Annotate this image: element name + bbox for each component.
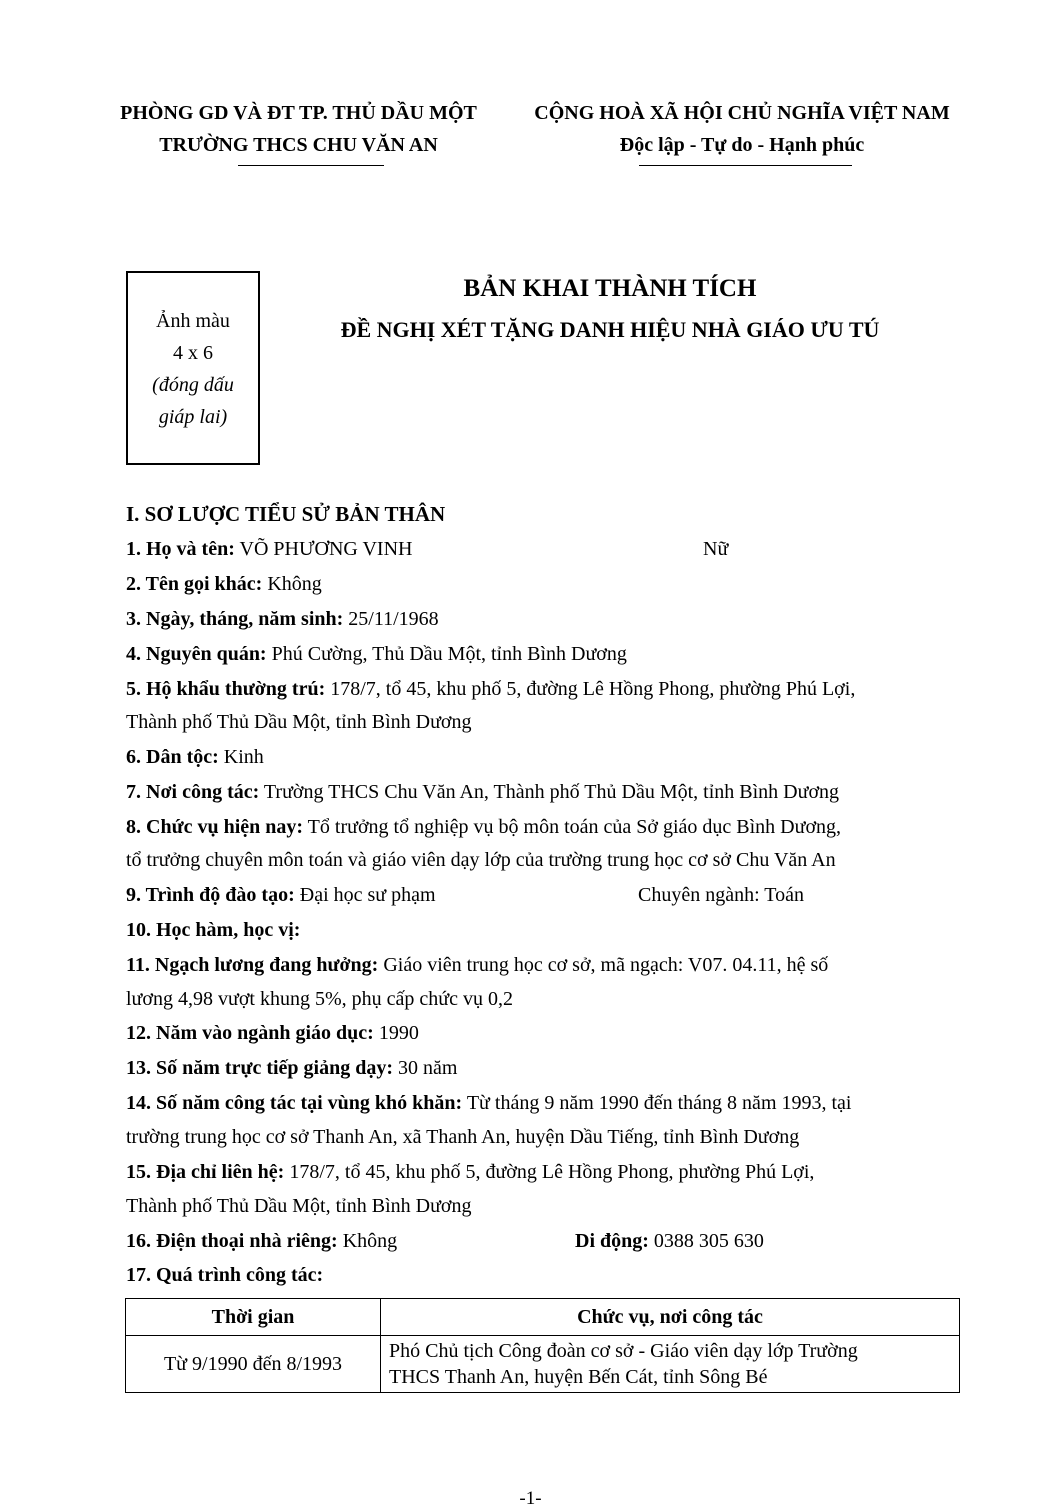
field-value: Phú Cường, Thủ Dầu Một, tỉnh Bình Dương — [266, 643, 627, 665]
field-label: 1. Họ và tên: — [126, 538, 235, 560]
photo-caption-2: 4 x 6 — [173, 342, 213, 364]
department-name: PHÒNG GD VÀ ĐT TP. THỦ DẦU MỘT — [120, 102, 477, 124]
field-value: Không — [262, 573, 322, 595]
table-header-row — [126, 1299, 960, 1336]
field-salary-grade — [126, 954, 960, 977]
field-value: Kinh — [218, 746, 264, 768]
field-ethnicity — [126, 746, 960, 769]
field-other-name — [126, 573, 960, 596]
field-value: Đại học sư phạm — [294, 884, 436, 906]
country-name: CỘNG HOÀ XÃ HỘI CHỦ NGHĨA VIỆT NAM — [534, 102, 950, 124]
field-label: 14. Số năm công tác tại vùng khó khăn: — [126, 1092, 463, 1114]
field-education — [126, 884, 960, 907]
cell-position-line: THCS Thanh An, huyện Bến Cát, tỉnh Sông Bé — [389, 1366, 768, 1388]
cell-time: Từ 9/1990 đến 8/1993 — [126, 1336, 381, 1393]
motto: Độc lập - Tự do - Hạnh phúc — [619, 134, 865, 156]
field-label: 9. Trình độ đào tạo: — [126, 884, 295, 906]
field-label: 3. Ngày, tháng, năm sinh: — [126, 608, 344, 630]
field-hardship-years — [126, 1092, 960, 1115]
field-label: 13. Số năm trực tiếp giảng dạy: — [126, 1057, 394, 1079]
section-heading: I. SƠ LƯỢC TIỂU SỬ BẢN THÂN — [126, 502, 446, 526]
field-label: 10. Học hàm, học vị: — [126, 919, 301, 941]
field-label: 11. Ngạch lương đang hưởng: — [126, 954, 379, 976]
field-workplace — [126, 781, 960, 804]
field-mobile-phone — [575, 1230, 764, 1253]
field-value: 178/7, tổ 45, khu phố 5, đường Lê Hồng Phong, phường Phú Lợi, — [325, 678, 856, 700]
column-header-position: Chức vụ, nơi công tác — [381, 1299, 960, 1336]
field-home-phone — [126, 1230, 960, 1253]
field-label: 17. Quá trình công tác: — [126, 1264, 324, 1286]
field-label: Di động: — [575, 1230, 649, 1252]
left-header-rule — [238, 165, 384, 166]
field-value: 30 năm — [393, 1057, 458, 1079]
field-label: 8. Chức vụ hiện nay: — [126, 816, 304, 838]
document-subtitle: ĐỀ NGHỊ XÉT TẶNG DANH HIỆU NHÀ GIÁO ƯU TÚ — [340, 317, 880, 342]
field-label: 7. Nơi công tác: — [126, 781, 260, 803]
field-value: 1990 — [373, 1022, 419, 1044]
right-header-rule — [639, 165, 852, 166]
field-contact-address-cont: Thành phố Thủ Dầu Một, tỉnh Bình Dương — [126, 1195, 472, 1217]
field-current-position — [126, 816, 960, 839]
field-permanent-address-cont: Thành phố Thủ Dầu Một, tỉnh Bình Dương — [126, 711, 472, 733]
field-label: 4. Nguyên quán: — [126, 643, 267, 665]
field-label: 15. Địa chỉ liên hệ: — [126, 1161, 285, 1183]
photo-placeholder — [126, 271, 260, 465]
field-label: 16. Điện thoại nhà riêng: — [126, 1230, 338, 1252]
field-full-name — [126, 538, 960, 561]
field-current-position-cont: tổ trưởng chuyên môn toán và giáo viên dạy lớp của trường trung học cơ sở Chu Văn An — [126, 849, 836, 871]
field-value: 178/7, tổ 45, khu phố 5, đường Lê Hồng Phong, phường Phú Lợi, — [284, 1161, 815, 1183]
field-work-history — [126, 1264, 960, 1287]
field-birth-date — [126, 608, 960, 631]
field-label: 6. Dân tộc: — [126, 746, 219, 768]
field-value: 0388 305 630 — [648, 1230, 764, 1252]
photo-caption-4: giáp lai) — [158, 406, 228, 428]
page-number: -1- — [519, 1488, 542, 1509]
table-row — [126, 1336, 960, 1393]
field-teaching-years — [126, 1057, 960, 1080]
field-value: 25/11/1968 — [343, 608, 439, 630]
field-contact-address — [126, 1161, 960, 1184]
school-name: TRƯỜNG THCS CHU VĂN AN — [159, 134, 438, 156]
photo-caption-1: Ảnh màu — [156, 310, 230, 332]
document-title: BẢN KHAI THÀNH TÍCH — [463, 275, 757, 302]
field-hometown — [126, 643, 960, 666]
field-value: Trường THCS Chu Văn An, Thành phố Thủ Dầu Một, tỉnh Bình Dương — [259, 781, 840, 803]
field-label: 2. Tên gọi khác: — [126, 573, 263, 595]
field-value: Từ tháng 9 năm 1990 đến tháng 8 năm 1993, tại — [462, 1092, 852, 1114]
field-major: Chuyên ngành: Toán — [638, 884, 804, 906]
field-start-year — [126, 1022, 960, 1045]
photo-caption-3: (đóng dấu — [152, 374, 234, 396]
field-label: 12. Năm vào ngành giáo dục: — [126, 1022, 374, 1044]
field-permanent-address — [126, 678, 960, 701]
cell-position — [381, 1336, 960, 1393]
field-label: 5. Hộ khẩu thường trú: — [126, 678, 326, 700]
field-salary-grade-cont: lương 4,98 vượt khung 5%, phụ cấp chức vụ 0,2 — [126, 988, 513, 1010]
column-header-time: Thời gian — [126, 1299, 381, 1336]
field-academic-title — [126, 919, 960, 942]
cell-position-line: Phó Chủ tịch Công đoàn cơ sở - Giáo viên dạy lớp Trường — [389, 1340, 858, 1362]
field-value: Không — [337, 1230, 398, 1252]
work-history-table — [125, 1298, 960, 1393]
field-value: Giáo viên trung học cơ sở, mã ngạch: V07. 04.11, hệ số — [378, 954, 829, 976]
field-value: VÕ PHƯƠNG VINH — [234, 538, 413, 560]
gender-value: Nữ — [703, 538, 729, 560]
field-hardship-years-cont: trường trung học cơ sở Thanh An, xã Thanh An, huyện Dầu Tiếng, tỉnh Bình Dương — [126, 1126, 800, 1148]
field-value: Tổ trưởng tổ nghiệp vụ bộ môn toán của Sở giáo dục Bình Dương, — [303, 816, 842, 838]
